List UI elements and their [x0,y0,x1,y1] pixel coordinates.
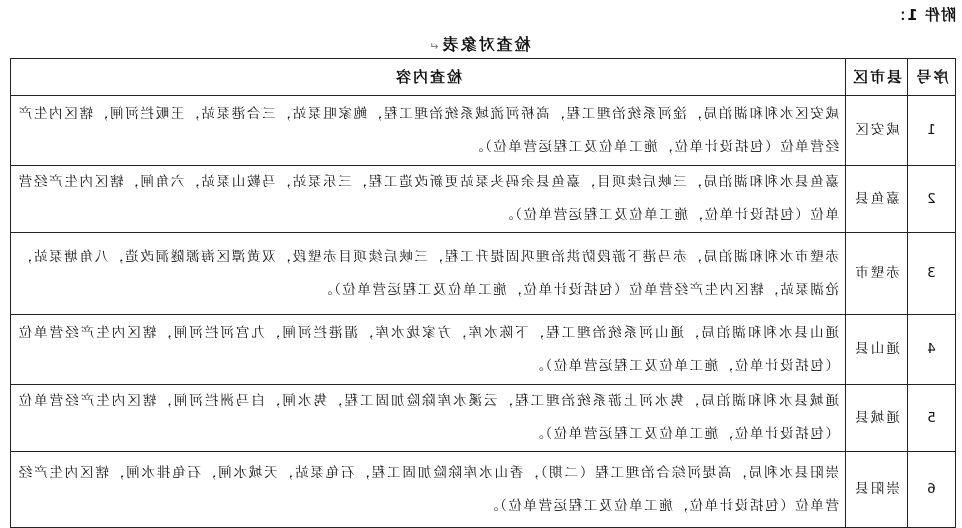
header-content [11,59,846,96]
cell-county: 通山县 [846,315,908,385]
cell-no: 5 [908,385,956,452]
header-content-text: 检查内容 [394,67,463,86]
attachment-label [890,4,956,25]
cell-county: 嘉鱼县 [846,166,908,233]
table-row [11,385,956,452]
cell-no: 6 [908,452,956,528]
table-row [11,166,956,233]
cell-content: 咸安区水利和湖泊局，淦河系统治理工程，高桥河流域系统治理工程，鲍家咀泵站，三合港泵站，王畈拦河闸，辖区内生产经营单位（包括设计单位，施工单位及工程运营单位）。 [11,96,846,166]
cell-county: 通城县 [846,385,908,452]
header-county: 县市区 [846,59,908,96]
header-no: 序号 [908,59,956,96]
attachment-label-text: 附件 1： [890,6,956,24]
paragraph-mark: ↵ [427,40,439,53]
cell-no: 1 [908,96,956,166]
cell-county: 崇阳县 [846,452,908,528]
cell-content: 赤壁市水利和湖泊局，赤马港下游段防洪治理巩固提升工程，三峡后续项目赤壁段，双黄潭区海源隧洞改造，八角塘泵站，沧湖泵站，辖区内生产经营单位（包括设计单位，施工单位及工程运营单位）。 [11,233,846,315]
title-text: 检查对象表 [440,35,531,54]
table-row [11,315,956,385]
cell-no: 2 [908,166,956,233]
cell-no: 4 [908,315,956,385]
cell-content: 嘉鱼县水利和湖泊局，三峡后续项目，嘉鱼县余码头泵站更新改造工程，三乐泵站，马鞍山泵站，六角闸，辖区内生产经营单位（包括设计单位，施工单位及工程运营单位）。 [11,166,846,233]
table-row [11,452,956,528]
cell-content: 通城县水利和湖泊局，隽水河上游系统治理工程，云溪水库除险加固工程，隽水闸，白马洲拦河闸，辖区内生产经营单位（包括设计单位，施工单位及工程运营单位）。 [11,385,846,452]
page-title [394,32,564,55]
cell-no: 3 [908,233,956,315]
cell-county: 赤壁市 [846,233,908,315]
cell-county: 咸安区 [846,96,908,166]
cell-content: 通山县水利和湖泊局，通山河系统治理工程，下陈水库，方家垅水库，湄港拦河闸，九宫河拦河闸，辖区内生产经营单位（包括设计单位，施工单位及工程运营单位）。 [11,315,846,385]
table-header-row [11,59,956,96]
inspection-table [10,58,956,528]
table-row [11,96,956,166]
cell-content: 崇阳县水利局，高堤河综合治理工程（二期），香山水库除险加固工程，石龟泵站，天城水闸，石龟排水闸，辖区内生产经营单位（包括设计单位，施工单位及工程运营单位）。 [11,452,846,528]
table-row [11,233,956,315]
